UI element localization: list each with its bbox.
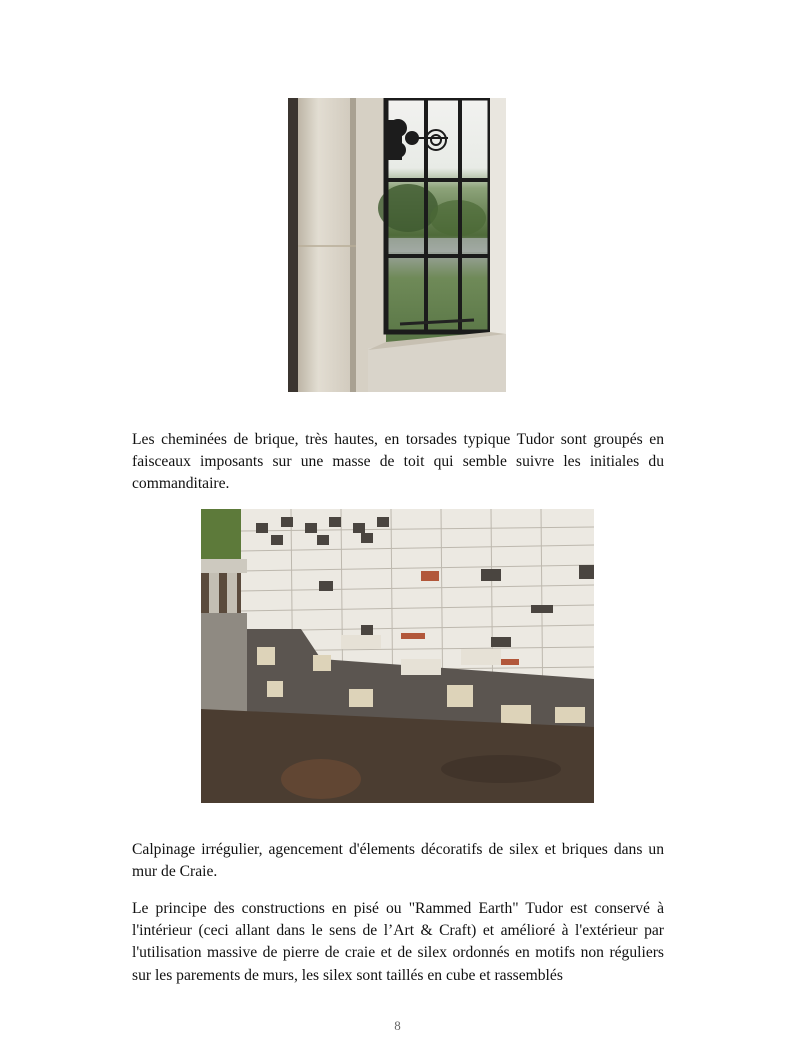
paragraph-chimneys: Les cheminées de brique, très hautes, en torsades typique Tudor sont groupés en faisceaux imposants sur une masse de toit qui semble suivre les initiales du commanditaire. — [132, 431, 664, 493]
paragraph-rammed-earth: Le principe des constructions en pisé ou "Rammed Earth" Tudor est conservé à l'intérieur (ceci allant dans le sens de l’Art & Craft) et amélioré à l'extérieur par l'utilisation massive de pierre de craie et de silex ordonnés en motifs non réguliers sur les parements de murs, les silex sont taillés en cube et rassemblés — [132, 900, 664, 984]
window-photo — [288, 98, 506, 392]
paragraph-calpinage: Calpinage irrégulier, agencement d'élements décoratifs de silex et briques dans un mur de Craie. — [132, 841, 664, 881]
page-number: 8 — [394, 1018, 401, 1033]
wall-photo — [201, 509, 594, 803]
